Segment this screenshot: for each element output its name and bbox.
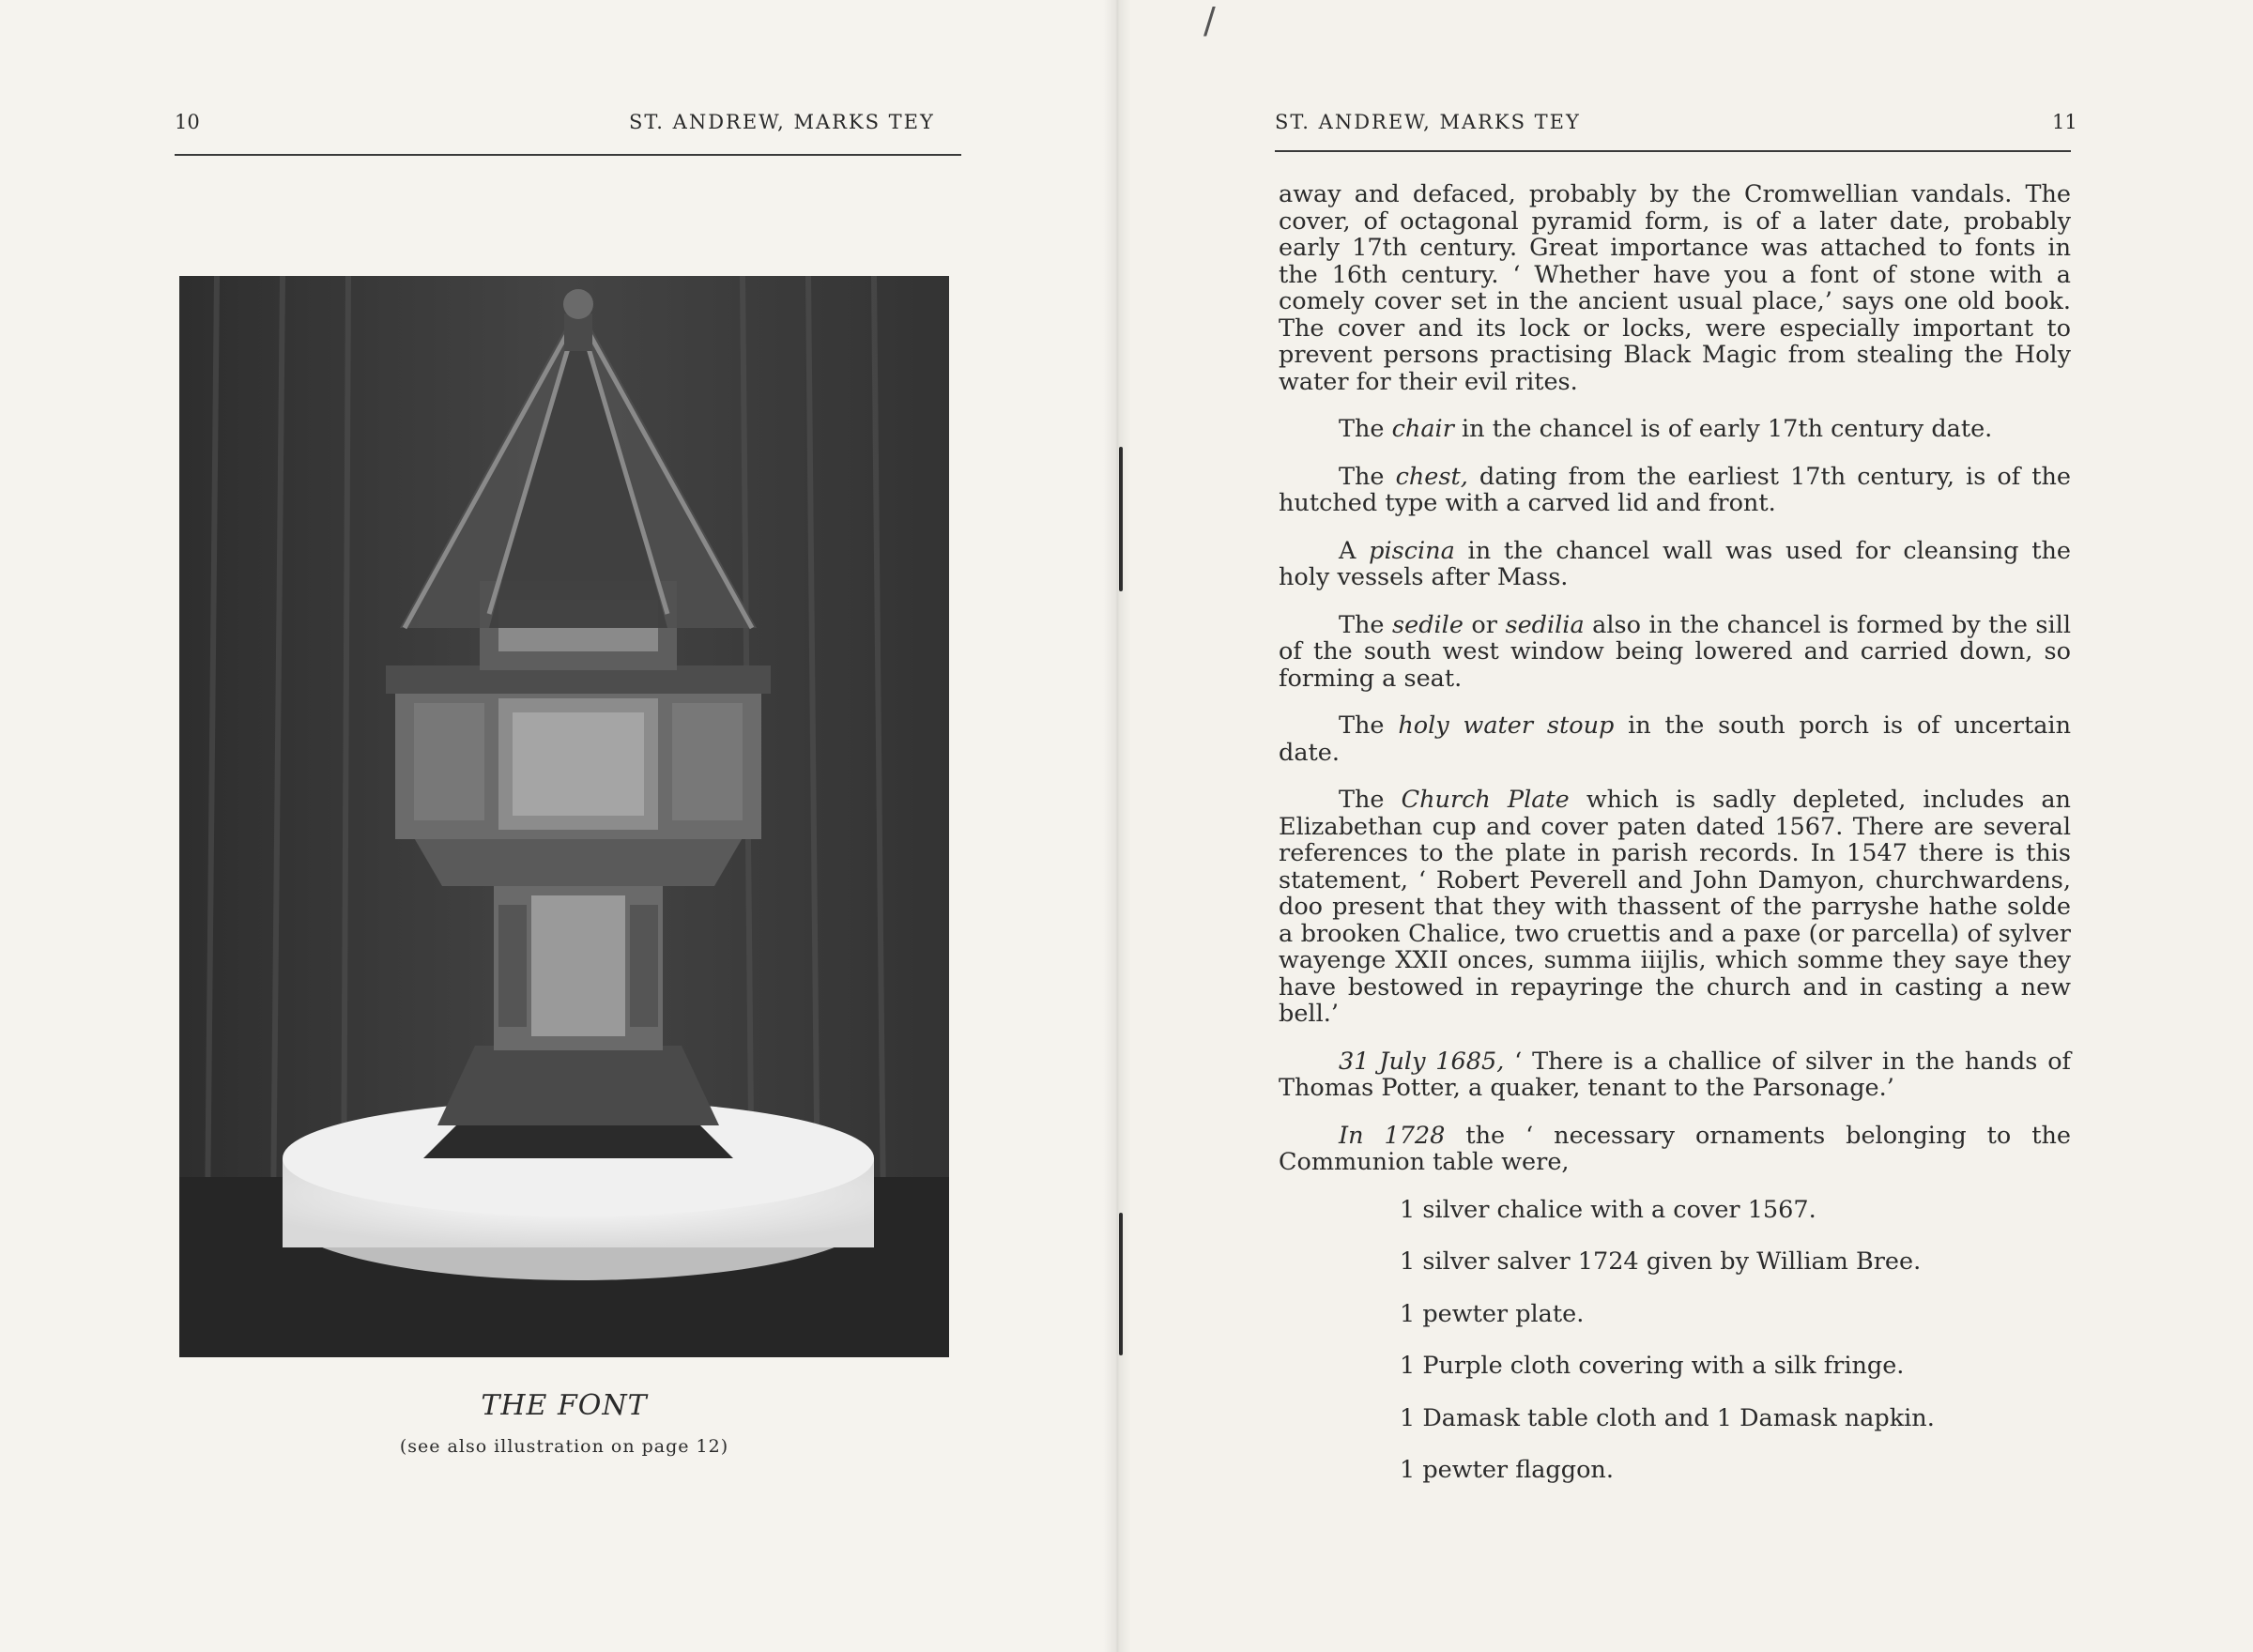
font-photograph xyxy=(179,276,949,1357)
paragraph-church-plate xyxy=(1279,787,2071,1028)
list-item: 1 Damask table cloth and 1 Damask napkin. xyxy=(1400,1403,1935,1432)
text-fragment: The xyxy=(1339,462,1396,491)
paragraph-chair xyxy=(1279,416,2071,443)
italic-date: 31 July 1685, xyxy=(1339,1047,1505,1076)
list-item: 1 pewter flaggon. xyxy=(1400,1456,1614,1484)
font-photograph-icon xyxy=(179,276,949,1357)
paragraph-chest xyxy=(1279,464,2071,517)
photo-subcaption: (see also illustration on page 12) xyxy=(399,1436,729,1457)
text-fragment: The xyxy=(1339,786,1402,814)
paragraph-stoup xyxy=(1279,712,2071,766)
text-fragment: The xyxy=(1339,415,1392,443)
photo-caption: THE FONT xyxy=(481,1389,648,1422)
italic-term: sedilia xyxy=(1505,610,1585,639)
text-fragment: dating from the earliest 17th century, is of the hutched type with a carved lid and front. xyxy=(1279,462,2071,517)
text-fragment: the ‘ necessary ornaments belonging to the Communion table were, xyxy=(1279,1121,2072,1176)
italic-term: chest, xyxy=(1395,462,1468,491)
paragraph-sedile xyxy=(1279,612,2071,693)
paragraph-piscina xyxy=(1279,538,2071,591)
list-item: 1 silver chalice with a cover 1567. xyxy=(1400,1195,1816,1224)
text-fragment: or xyxy=(1463,610,1506,639)
running-head-left: ST. ANDREW, MARKS TEY xyxy=(629,111,935,133)
header-rule-right xyxy=(1275,150,2071,152)
left-page xyxy=(0,0,1117,1652)
italic-term: chair xyxy=(1391,415,1454,443)
italic-term: Church Plate xyxy=(1401,786,1570,814)
italic-term: sedile xyxy=(1392,610,1464,639)
list-item: 1 Purple cloth covering with a silk fringe. xyxy=(1400,1352,1905,1380)
list-item: 1 silver salver 1724 given by William Bree. xyxy=(1400,1247,1922,1276)
text-fragment: The xyxy=(1339,610,1393,639)
text-fragment: The xyxy=(1339,711,1399,740)
running-head-right: ST. ANDREW, MARKS TEY xyxy=(1275,111,1581,133)
italic-date: In 1728 xyxy=(1339,1121,1446,1150)
header-rule-left xyxy=(175,154,961,156)
text-fragment: in the chancel wall was used for cleansing the holy vessels after Mass. xyxy=(1279,536,2071,591)
page-number-left: 10 xyxy=(175,111,200,133)
paragraph-cover: away and defaced, probably by the Cromwellian vandals. The cover, of octagonal pyramid form, is of a later date, probably early 17th century. Great importance was attached to fonts in the 16th century. ‘ Whether have you a font of stone with a comely cover set in the ancient usual place,’ says one old book. The cover and its lock or locks, were especially important to prevent persons practising Black Magic from stealing the Holy water for their evil rites. xyxy=(1279,180,2071,396)
text-fragment: ‘ There is a challice of silver in the hands of Thomas Potter, a quaker, tenant to the Parsonage.’ xyxy=(1279,1047,2071,1102)
pencil-mark: / xyxy=(1203,0,1216,41)
italic-term: holy water stoup xyxy=(1398,711,1615,740)
text-fragment: in the south porch is of uncertain date. xyxy=(1279,711,2071,767)
paragraph-1728 xyxy=(1279,1123,2071,1176)
text-fragment: in the chancel is of early 17th century date. xyxy=(1453,415,1993,443)
text-fragment: A xyxy=(1339,536,1370,565)
list-item: 1 pewter plate. xyxy=(1400,1299,1585,1328)
italic-term: piscina xyxy=(1369,536,1455,565)
text-fragment: also in the chancel is formed by the sill of the south west window being lowered and carried down, so forming a seat. xyxy=(1279,610,2071,693)
paragraph-1685 xyxy=(1279,1048,2071,1102)
right-page-text xyxy=(1279,181,2071,1509)
page-number-right: 11 xyxy=(2052,111,2077,133)
text-fragment: which is sadly depleted, includes an Elizabethan cup and cover paten dated 1567. There are several references to the plate in parish records. In 1547 there is this statement, ‘ Robert Peverell and John Damyon, churchwardens, doo present that they with thassent of the parryshe hathe solde a brooken Chalice, two cruettis and a paxe (or parcella) of sylver wayenge XXII onces, summa iiijlis, which somme they saye they have bestowed in repayringe the church and in casting a new bell.’ xyxy=(1279,786,2071,1028)
